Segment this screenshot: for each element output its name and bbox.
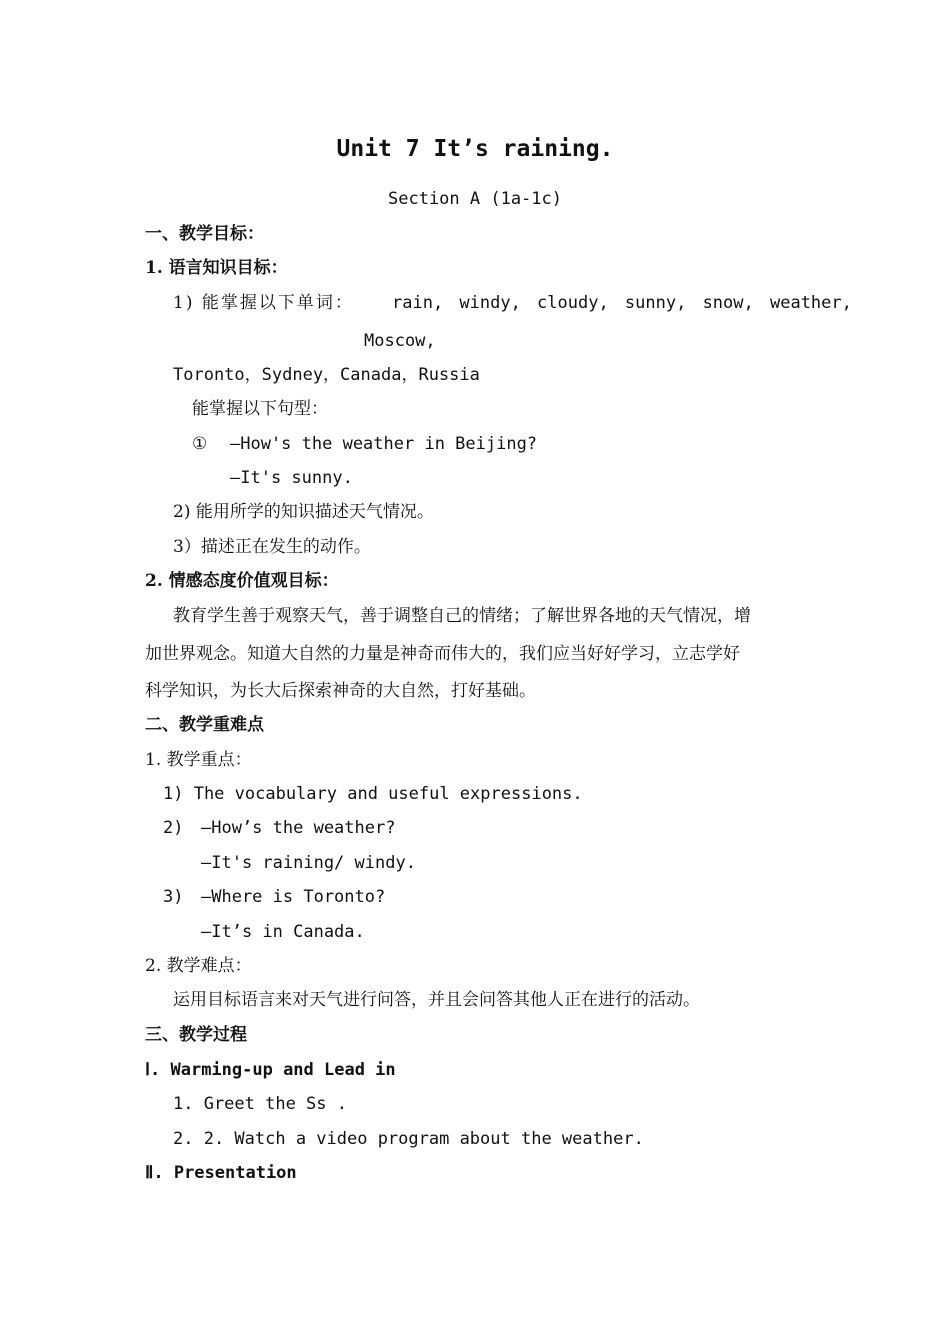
pattern-label: 能掌握以下句型：: [192, 399, 328, 419]
key-point-2-question: —How’s the weather?: [201, 818, 396, 838]
section-2-heading: 二、教学重难点: [145, 715, 264, 735]
goal-2-paragraph-line-3: 科学知识，为长大后探索神奇的大自然，打好基础。: [145, 681, 536, 701]
difficulty-heading: 2. 教学难点：: [145, 956, 252, 976]
step-1-heading: Ⅰ. Warming-up and Lead in: [145, 1060, 396, 1080]
vocab-label: 1) 能掌握以下单词：: [173, 293, 354, 313]
vocab-words-line-2: Moscow,: [364, 331, 436, 351]
goal-item-2: 2) 能用所学的知识描述天气情况。: [173, 502, 434, 522]
key-point-1: 1) The vocabulary and useful expressions.: [163, 784, 583, 804]
goal-2-paragraph-line-1: 教育学生善于观察天气，善于调整自己的情绪；了解世界各地的天气情况，增: [173, 606, 751, 626]
goal-1-heading: 1. 语言知识目标：: [145, 258, 288, 278]
vocab-words-line-3: Toronto，Sydney，Canada，Russia: [173, 365, 480, 385]
key-points-heading: 1. 教学重点：: [145, 750, 252, 770]
difficulty-text: 运用目标语言来对天气进行问答，并且会问答其他人正在进行的活动。: [173, 990, 700, 1010]
vocab-words-line-1: rain, windy, cloudy, sunny, snow, weather,: [392, 293, 852, 313]
key-point-3-number: 3): [163, 887, 184, 907]
key-point-3-answer: —It’s in Canada.: [201, 922, 365, 942]
pattern-number: ①: [192, 434, 208, 454]
step-1-item-2: 2. 2. Watch a video program about the weather.: [173, 1129, 644, 1149]
key-point-2-answer: —It's raining/ windy.: [201, 853, 416, 873]
step-2-heading: Ⅱ. Presentation: [145, 1163, 297, 1183]
goal-2-paragraph-line-2: 加世界观念。知道大自然的力量是神奇而伟大的，我们应当好好学习，立志学好: [145, 644, 740, 664]
document-title: Unit 7 It’s raining.: [336, 136, 614, 162]
section-3-heading: 三、教学过程: [145, 1025, 247, 1045]
pattern-question: —How's the weather in Beijing?: [230, 434, 538, 454]
goal-item-3: 3）描述正在发生的动作。: [173, 537, 371, 557]
key-point-3-question: —Where is Toronto?: [201, 887, 386, 907]
step-1-item-1: 1. Greet the Ss .: [173, 1094, 347, 1114]
section-subtitle: Section A (1a-1c): [388, 189, 562, 209]
key-point-2-number: 2): [163, 818, 184, 838]
pattern-answer: —It's sunny.: [230, 468, 353, 488]
goal-2-heading: 2. 情感态度价值观目标：: [145, 571, 339, 591]
section-1-heading: 一、教学目标：: [145, 224, 264, 244]
